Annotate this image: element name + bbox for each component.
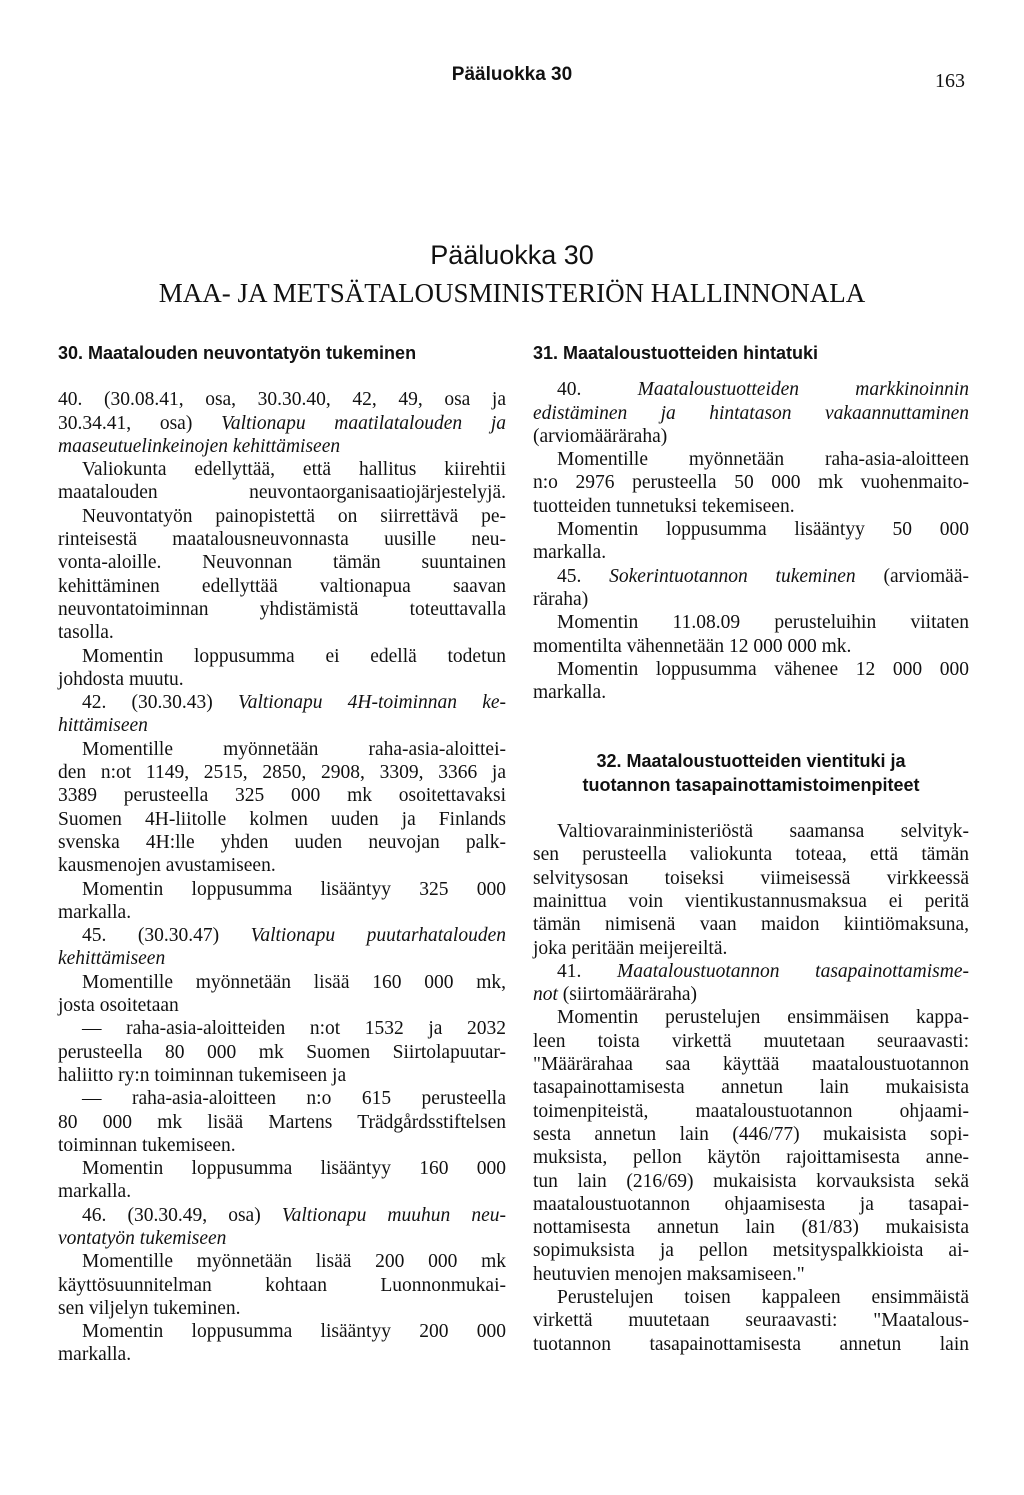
running-title: Pääluokka 30 — [451, 64, 573, 85]
right-body-32 — [533, 820, 969, 1356]
line-text: toimenpiteistä, maataloustuotannon ohjaami- — [533, 1100, 969, 1122]
text-line — [58, 1157, 506, 1180]
line-text: mainittua voin vientikustannusmaksua ei peritä — [533, 890, 969, 912]
text-line — [58, 458, 506, 481]
text-line — [533, 588, 969, 611]
right-body-31 — [533, 378, 969, 704]
line-text: tun lain (216/69) mukaisista korvauksista sekä — [533, 1170, 969, 1192]
line-text: Momentin loppusumma vähenee 12 000 000 — [557, 658, 969, 680]
line-text: sen perusteella valiokunta toteaa, että tämän — [533, 844, 969, 866]
line-text: Momentille myönnetään raha-asia-aloittei- — [82, 738, 506, 760]
line-text: — raha-asia-aloitteiden n:ot 1532 ja 2032 — [82, 1018, 506, 1040]
page-number: 163 — [935, 70, 965, 92]
italic-title: Valtionapu 4H-toiminnan ke- — [237, 692, 506, 714]
text-line — [533, 1100, 969, 1123]
line-text: räraha) — [533, 588, 589, 610]
text-line — [533, 1076, 969, 1099]
text-line — [58, 645, 506, 668]
line-text: johdosta muutu. — [58, 668, 184, 690]
text-line — [533, 378, 969, 401]
italic-title: Maataloustuotannon tasapainottamisme- — [617, 960, 969, 982]
left-body — [58, 388, 506, 1366]
line-text: nottamisesta annetun lain (81/83) mukaisista — [533, 1217, 969, 1239]
line-text: den n:ot 1149, 2515, 2850, 2908, 3309, 3366 ja — [58, 762, 506, 784]
line-text: vonta-aloille. Neuvonnan tämän suuntainen — [58, 552, 506, 574]
text-line — [533, 565, 969, 588]
text-line — [533, 937, 969, 960]
text-line — [533, 1309, 969, 1332]
text-line — [533, 471, 969, 494]
item-number: 46. (30.30.49, osa) — [82, 1204, 282, 1226]
text-line — [58, 947, 506, 970]
text-line — [58, 1064, 506, 1087]
text-line — [533, 541, 969, 564]
line-text: tasapainottamisesta annetun lain mukaisista — [533, 1077, 969, 1099]
line-text: muksista, pellon käytön rajoittamisesta anne- — [533, 1147, 969, 1169]
line-text: maatalouden neuvontaorganisaatiojärjestelyjä. — [58, 482, 506, 504]
item-number: 41. — [557, 960, 618, 982]
text-line — [58, 598, 506, 621]
text-line — [58, 388, 506, 411]
line-text: tasolla. — [58, 622, 114, 644]
line-text: — raha-asia-aloitteen n:o 615 perusteella — [82, 1088, 506, 1110]
text-line — [58, 831, 506, 854]
line-text: Perustelujen toisen kappaleen ensimmäistä — [557, 1286, 969, 1308]
text-line — [533, 960, 969, 983]
text-line — [58, 528, 506, 551]
text-line — [533, 635, 969, 658]
left-column — [58, 342, 506, 1367]
line-text: Momentin loppusumma lisääntyy 325 000 — [82, 878, 506, 900]
text-line — [58, 575, 506, 598]
text-line — [58, 621, 506, 644]
text-line — [533, 1333, 969, 1356]
italic-title: not — [533, 984, 558, 1006]
line-text: markalla. — [58, 901, 132, 923]
line-text: markalla. — [58, 1344, 132, 1366]
line-text: sesta annetun lain (446/77) mukaisista sopi- — [533, 1123, 969, 1145]
text-line — [58, 784, 506, 807]
line-text: maataloustuotannon ohjaamisesta ja tasapai- — [533, 1193, 969, 1215]
line-text: joka peritään meijereiltä. — [533, 937, 728, 959]
text-line — [533, 1263, 969, 1286]
text-line — [533, 843, 969, 866]
text-line — [533, 1286, 969, 1309]
text-line — [58, 924, 506, 947]
line-text: virkettä muutetaan seuraavasti: "Maatalous- — [533, 1310, 969, 1332]
text-line — [533, 1146, 969, 1169]
italic-title: Valtionapu maatilatalouden ja — [221, 412, 506, 434]
line-text: haliitto ry:n toiminnan tukemiseen ja — [58, 1064, 347, 1086]
line-text: selvitysosan toiseksi viimeisessä virkkeessä — [533, 867, 969, 889]
line-text: Momentille myönnetään raha-asia-aloitteen — [557, 449, 969, 471]
line-text: Neuvontatyön painopistettä on siirrettävä pe- — [82, 505, 506, 527]
italic-title: vontatyön tukemiseen — [58, 1227, 227, 1249]
text-line — [58, 761, 506, 784]
text-line — [58, 1274, 506, 1297]
text-line — [533, 1239, 969, 1262]
line-text: leen toista virkettä muutetaan seuraavasti: — [533, 1030, 969, 1052]
main-title-line1: Pääluokka 30 — [430, 240, 594, 270]
text-line — [58, 412, 506, 435]
text-line — [533, 1053, 969, 1076]
item-number: 40. — [557, 379, 638, 401]
line-text: Momentille myönnetään lisää 200 000 mk — [82, 1251, 506, 1273]
text-line — [58, 668, 506, 691]
text-line — [58, 1297, 506, 1320]
text-line — [533, 1030, 969, 1053]
text-line — [533, 681, 969, 704]
line-text: kehittäminen edellyttää valtionapua saavan — [58, 575, 506, 597]
text-line — [58, 1017, 506, 1040]
italic-title: Valtionapu puutarhatalouden — [250, 925, 506, 947]
section-heading-31: 31. Maataloustuotteiden hintatuki — [533, 343, 819, 363]
right-column — [533, 342, 969, 1356]
italic-title: Maataloustuotteiden markkinoinnin — [637, 379, 969, 401]
text-line — [58, 901, 506, 924]
text-line — [58, 854, 506, 877]
line-text: sen viljelyn tukeminen. — [58, 1297, 241, 1319]
line-text: momentilta vähennetään 12 000 000 mk. — [533, 635, 852, 657]
text-line — [58, 1087, 506, 1110]
item-number: 30.34.41, osa) — [58, 412, 222, 434]
text-line — [58, 1320, 506, 1343]
section-heading-32-line1: 32. Maataloustuotteiden vientituki ja — [596, 751, 906, 772]
main-heading — [0, 236, 1024, 312]
line-text: (arviomää- — [855, 565, 969, 587]
line-text: markalla. — [58, 1181, 132, 1203]
line-text: Momentille myönnetään lisää 160 000 mk, — [82, 971, 506, 993]
text-line — [58, 714, 506, 737]
text-line — [533, 518, 969, 541]
line-text: Momentin loppusumma lisääntyy 50 000 — [557, 519, 969, 541]
line-text: "Määrärahaa saa käyttää maataloustuotannon — [533, 1054, 969, 1076]
line-text: käyttösuunnitelman kohtaan Luonnonmukai- — [58, 1274, 506, 1296]
text-line — [58, 505, 506, 528]
line-text: Suomen 4H-liitolle kolmen uuden ja Finlands — [58, 808, 506, 830]
italic-title: hittämiseen — [58, 715, 148, 737]
text-line — [533, 913, 969, 936]
running-header — [0, 64, 1024, 94]
text-line — [58, 691, 506, 714]
line-text: sopimuksista ja pellon metsityspalkkioista ai- — [533, 1240, 969, 1262]
line-text: neuvontatoiminnan yhdistämistä toteuttavalla — [58, 598, 506, 620]
text-line — [58, 551, 506, 574]
italic-title: Sokerintuotannon tukeminen — [609, 565, 856, 587]
section-heading-32-line2: tuotannon tasapainottamistoimenpiteet — [582, 774, 920, 795]
text-line — [533, 983, 969, 1006]
line-text: n:o 2976 perusteella 50 000 mk vuohenmaito- — [533, 472, 969, 494]
text-line — [533, 820, 969, 843]
text-line — [58, 435, 506, 458]
line-text: Valtiovarainministeriöstä saamansa selvityk- — [557, 821, 969, 843]
text-line — [58, 1041, 506, 1064]
text-line — [533, 1216, 969, 1239]
italic-title: kehittämiseen — [58, 948, 166, 970]
text-line — [58, 481, 506, 504]
text-line — [533, 1006, 969, 1029]
line-text: markalla. — [533, 682, 607, 704]
text-line — [533, 495, 969, 518]
line-text: rinteisestä maatalousneuvonnasta uusille neu- — [58, 529, 506, 551]
text-line — [533, 658, 969, 681]
text-line — [58, 994, 506, 1017]
line-text: perusteella 80 000 mk Suomen Siirtolapuutar- — [58, 1041, 506, 1063]
text-line — [533, 611, 969, 634]
text-line — [533, 1123, 969, 1146]
text-line — [58, 808, 506, 831]
line-text: Momentin perustelujen ensimmäisen kappa- — [557, 1007, 969, 1029]
line-text: Momentin loppusumma lisääntyy 160 000 — [82, 1158, 506, 1180]
main-title-line2: MAA- JA METSÄTALOUSMINISTERIÖN HALLINNONALA — [158, 278, 866, 308]
text-line — [533, 1170, 969, 1193]
text-line — [58, 738, 506, 761]
text-line — [533, 425, 969, 448]
italic-title: maaseutuelinkeinojen kehittämiseen — [58, 435, 341, 457]
text-line — [58, 1250, 506, 1273]
text-line — [533, 1193, 969, 1216]
text-line — [533, 890, 969, 913]
text-line — [58, 1204, 506, 1227]
text-line — [58, 1180, 506, 1203]
line-text: josta osoitetaan — [58, 995, 179, 1017]
line-text: kausmenojen avustamiseen. — [58, 855, 276, 877]
text-line — [533, 448, 969, 471]
line-text: heutuvien menojen maksamiseen." — [533, 1263, 805, 1285]
italic-title: Valtionapu muuhun neu- — [281, 1204, 507, 1226]
text-line — [58, 1343, 506, 1366]
item-number: 45. (30.30.47) — [82, 925, 251, 947]
text-line — [533, 402, 969, 425]
text-line — [58, 878, 506, 901]
line-text: tuotannon tasapainottamisesta annetun lain — [533, 1333, 969, 1355]
text-line — [58, 1134, 506, 1157]
line-text: 80 000 mk lisää Martens Trädgårdsstiftelsen — [58, 1111, 506, 1133]
text-line — [58, 971, 506, 994]
text-line — [58, 1111, 506, 1134]
line-text: (arviomääräraha) — [533, 425, 668, 447]
section-heading-30: 30. Maatalouden neuvontatyön tukeminen — [58, 343, 417, 363]
line-text: tuotteiden tunnetuksi tekemiseen. — [533, 495, 795, 517]
line-text: svenska 4H:lle yhden uuden neuvojan palk- — [58, 831, 506, 853]
item-number: 45. — [557, 565, 610, 587]
item-number: 42. (30.30.43) — [82, 692, 238, 714]
line-text: Momentin 11.08.09 perusteluihin viitaten — [557, 612, 969, 634]
text-line — [533, 867, 969, 890]
line-text: tämän nimisenä vaan maidon kiintiömaksuna, — [533, 914, 969, 936]
line-text: markalla. — [533, 542, 607, 564]
line-text: (siirtomääräraha) — [557, 984, 698, 1006]
item-number: 40. (30.08.41, osa, 30.30.40, 42, 49, osa ja — [58, 389, 506, 411]
line-text: Momentin loppusumma lisääntyy 200 000 — [82, 1321, 506, 1343]
text-line — [58, 1227, 506, 1250]
line-text: 3389 perusteella 325 000 mk osoitettavaksi — [58, 785, 506, 807]
line-text: Momentin loppusumma ei edellä todetun — [82, 645, 506, 667]
italic-title: edistäminen ja hintatason vakaannuttaminen — [533, 402, 969, 424]
line-text: Valiokunta edellyttää, että hallitus kiirehtii — [82, 459, 506, 481]
line-text: toiminnan tukemiseen. — [58, 1134, 236, 1156]
